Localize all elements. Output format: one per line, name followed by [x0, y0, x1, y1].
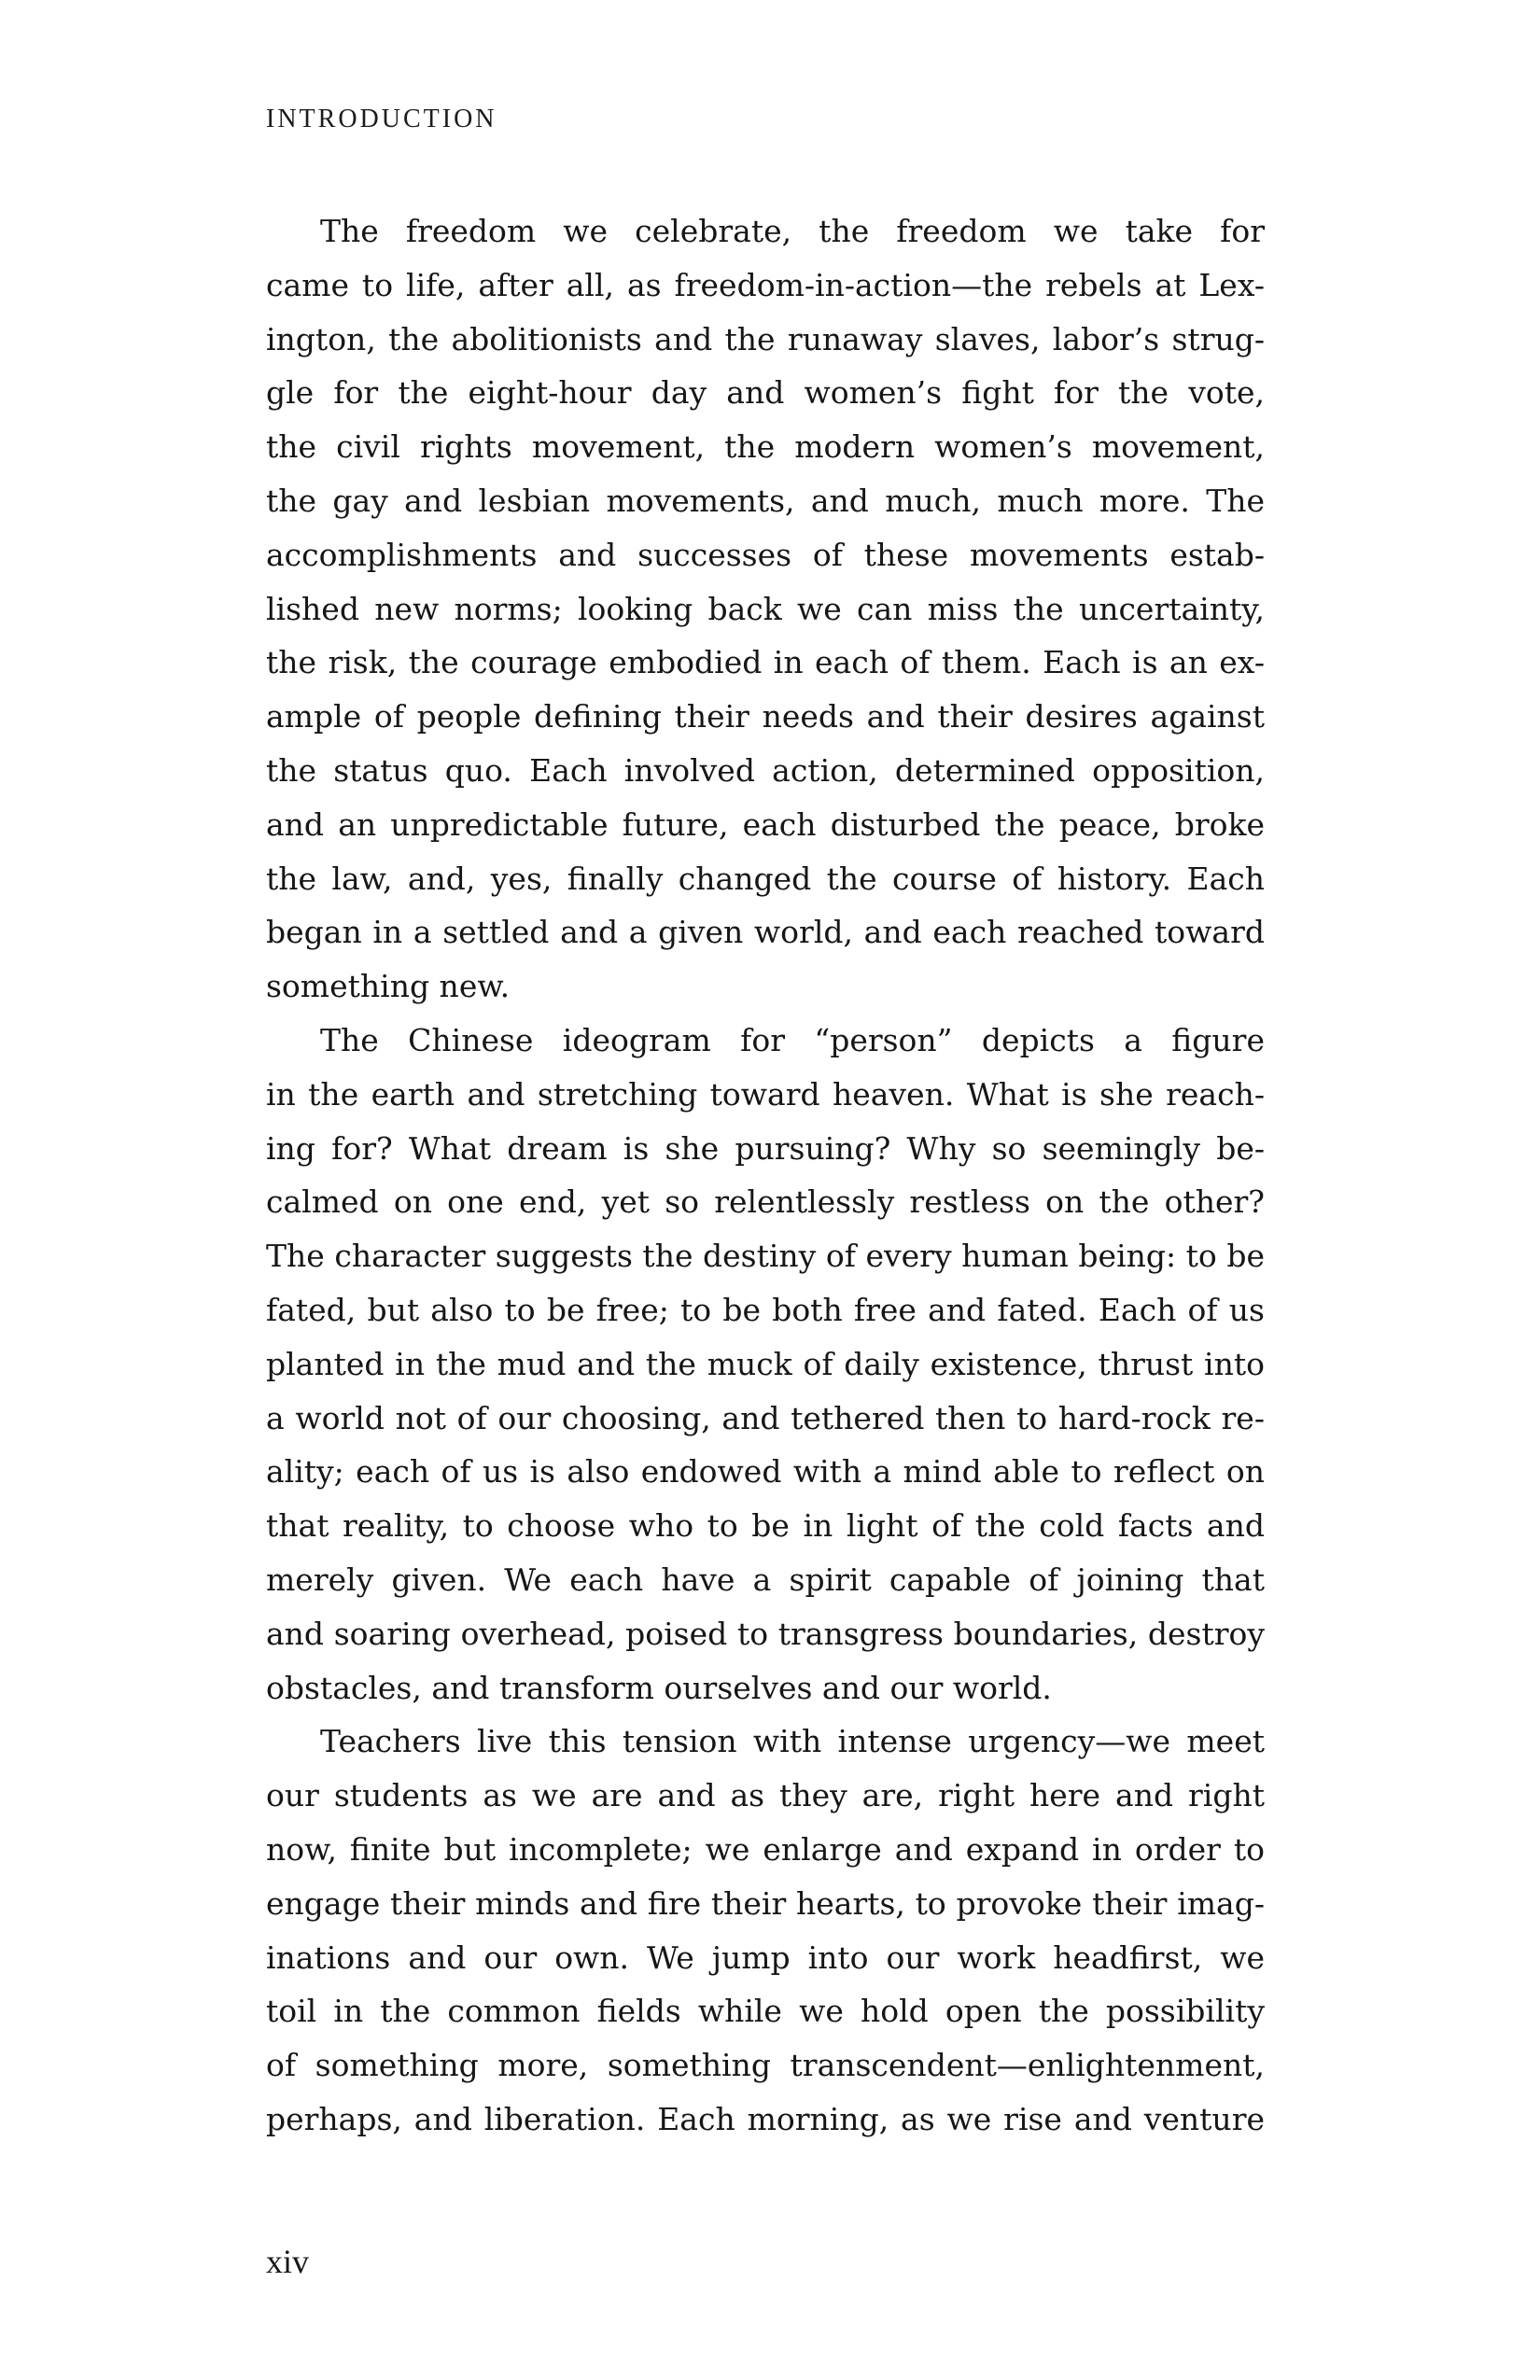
text-line: lished new norms; looking back we can miss the uncertainty, — [266, 590, 1265, 627]
body-text — [266, 204, 1265, 2147]
running-head: INTRODUCTION — [266, 105, 497, 133]
text-line: began in a settled and a given world, and each reached toward — [266, 914, 1265, 951]
text-line: inations and our own. We jump into our work headfirst, we — [266, 1939, 1265, 1976]
text-line: merely given. We each have a spirit capable of joining that — [266, 1561, 1265, 1598]
text-line: engage their minds and fire their hearts, to provoke their imag- — [266, 1884, 1265, 1922]
text-line: The character suggests the destiny of every human being: to be — [266, 1238, 1265, 1275]
text-line: the risk, the courage embodied in each of them. Each is an ex- — [266, 644, 1265, 681]
text-line: The freedom we celebrate, the freedom we take for — [320, 213, 1265, 249]
page-number: xiv — [266, 2243, 310, 2280]
text-line: toil in the common fields while we hold open the possibility — [266, 1993, 1265, 2030]
text-line: a world not of our choosing, and tethered then to hard-rock re- — [266, 1399, 1265, 1436]
text-line: gle for the eight-hour day and women’s fight for the vote, — [266, 374, 1265, 412]
text-line: the civil rights movement, the modern women’s movement, — [266, 428, 1265, 466]
text-line: ample of people defining their needs and their desires against — [266, 698, 1265, 735]
text-line: that reality, to choose who to be in light of the cold facts and — [266, 1507, 1265, 1545]
text-line: and an unpredictable future, each disturbed the peace, broke — [266, 805, 1265, 843]
text-line: perhaps, and liberation. Each morning, as we rise and venture — [266, 2100, 1265, 2137]
text-line: ality; each of us is also endowed with a mind able to reflect on — [266, 1453, 1265, 1491]
text-line: planted in the mud and the muck of daily existence, thrust into — [266, 1345, 1265, 1382]
text-line: and soaring overhead, poised to transgress boundaries, destroy — [266, 1615, 1265, 1652]
text-line: the law, and, yes, finally changed the course of history. Each — [266, 860, 1265, 897]
text-line: The Chinese ideogram for “person” depicts a figure — [320, 1021, 1265, 1058]
text-line: of something more, something transcendent—enlightenment, — [266, 2047, 1265, 2084]
text-line: obstacles, and transform ourselves and our world. — [266, 1669, 1052, 1706]
paragraph — [266, 1715, 1265, 2146]
text-line: our students as we are and as they are, right here and right — [266, 1777, 1265, 1814]
text-line: fated, but also to be free; to be both free and fated. Each of us — [266, 1291, 1265, 1328]
paragraph — [266, 204, 1265, 1014]
text-line: the gay and lesbian movements, and much, much more. The — [266, 482, 1265, 519]
text-line: now, finite but incomplete; we enlarge and expand in order to — [266, 1830, 1265, 1868]
text-line: Teachers live this tension with intense urgency—we meet — [320, 1723, 1265, 1760]
text-line: calmed on one end, yet so relentlessly restless on the other? — [266, 1183, 1265, 1221]
paragraph — [266, 1014, 1265, 1715]
text-line: ing for? What dream is she pursuing? Why so seemingly be- — [266, 1129, 1265, 1167]
text-line: ington, the abolitionists and the runaway slaves, labor’s strug- — [266, 320, 1265, 357]
text-line: the status quo. Each involved action, determined opposition, — [266, 751, 1265, 789]
text-line: something new. — [266, 968, 511, 1005]
text-line: in the earth and stretching toward heaven. What is she reach- — [266, 1075, 1265, 1113]
text-line: came to life, after all, as freedom-in-action—the rebels at Lex- — [266, 266, 1265, 303]
text-line: accomplishments and successes of these movements estab- — [266, 536, 1265, 573]
